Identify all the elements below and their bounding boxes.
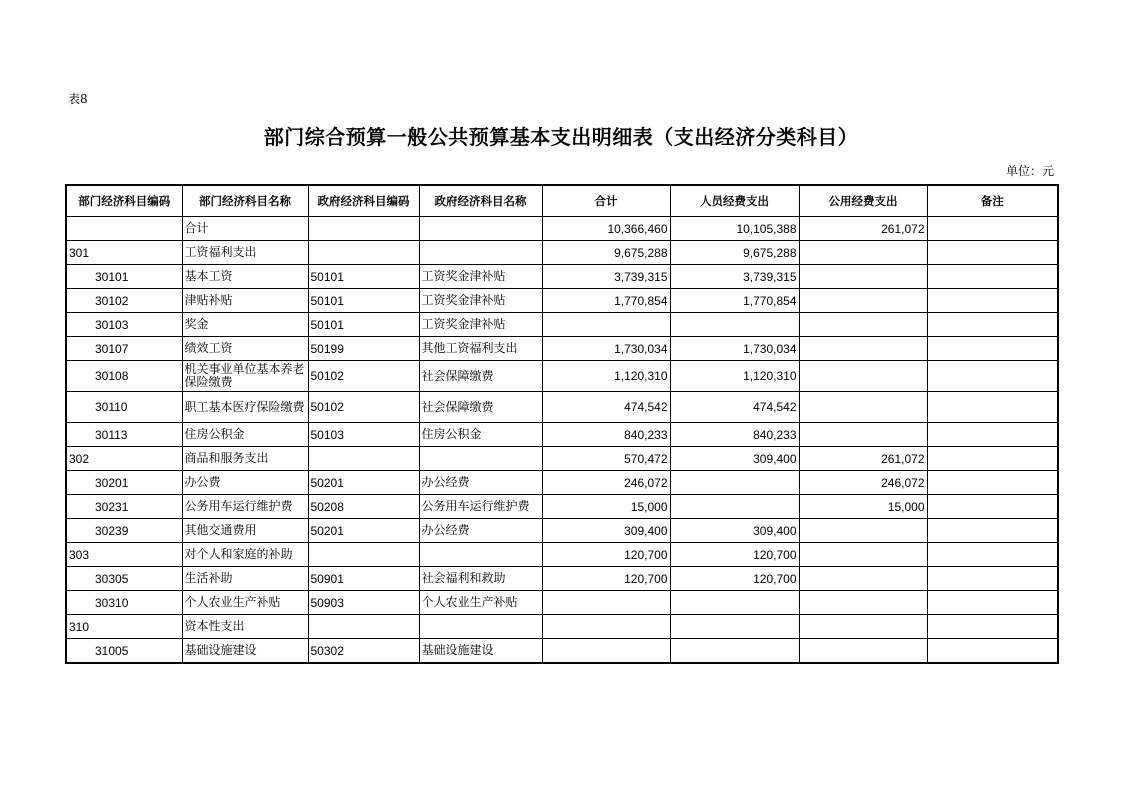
remark-cell (927, 423, 1058, 447)
public-cell (799, 519, 927, 543)
gov-name-cell: 公务用车运行维护费 (419, 495, 542, 519)
table-body (66, 217, 1058, 664)
remark-cell (927, 265, 1058, 289)
gov-code-cell: 50302 (308, 639, 419, 664)
dept-name-cell: 个人农业生产补贴 (182, 591, 308, 615)
remark-cell (927, 361, 1058, 392)
expenditure-table (65, 184, 1059, 664)
remark-cell (927, 519, 1058, 543)
personnel-cell (670, 591, 799, 615)
remark-cell (927, 471, 1058, 495)
table-row (66, 241, 1058, 265)
dept-code-cell: 310 (66, 615, 182, 639)
table-row (66, 639, 1058, 664)
page-title: 部门综合预算一般公共预算基本支出明细表（支出经济分类科目） (263, 125, 859, 149)
header-gov-name: 政府经济科目名称 (419, 185, 542, 217)
dept-code-cell: 30101 (66, 265, 182, 289)
personnel-cell (670, 615, 799, 639)
dept-code-cell (66, 217, 182, 241)
remark-cell (927, 591, 1058, 615)
remark-cell (927, 289, 1058, 313)
table-row (66, 591, 1058, 615)
total-cell: 1,770,854 (542, 289, 670, 313)
public-cell: 261,072 (799, 447, 927, 471)
dept-name-cell: 职工基本医疗保险缴费 (182, 392, 308, 423)
dept-code-cell: 30113 (66, 423, 182, 447)
public-cell (799, 241, 927, 265)
remark-cell (927, 313, 1058, 337)
remark-cell (927, 567, 1058, 591)
total-cell: 3,739,315 (542, 265, 670, 289)
public-cell (799, 265, 927, 289)
gov-code-cell: 50102 (308, 361, 419, 392)
unit-label: 单位：元 (1005, 164, 1054, 178)
total-cell: 10,366,460 (542, 217, 670, 241)
header-total: 合计 (542, 185, 670, 217)
total-cell (542, 615, 670, 639)
table-row (66, 392, 1058, 423)
gov-code-cell (308, 241, 419, 265)
gov-name-cell: 办公经费 (419, 519, 542, 543)
table-row (66, 265, 1058, 289)
gov-name-cell: 其他工资福利支出 (419, 337, 542, 361)
gov-name-cell: 工资奖金津补贴 (419, 313, 542, 337)
remark-cell (927, 615, 1058, 639)
remark-cell (927, 543, 1058, 567)
gov-name-cell: 社会保障缴费 (419, 392, 542, 423)
table-row (66, 543, 1058, 567)
gov-name-cell: 住房公积金 (419, 423, 542, 447)
gov-code-cell: 50901 (308, 567, 419, 591)
public-cell (799, 615, 927, 639)
dept-name-cell: 基本工资 (182, 265, 308, 289)
gov-code-cell: 50103 (308, 423, 419, 447)
gov-name-cell: 社会福利和救助 (419, 567, 542, 591)
header-public: 公用经费支出 (799, 185, 927, 217)
table-row (66, 361, 1058, 392)
total-cell: 246,072 (542, 471, 670, 495)
gov-name-cell (419, 447, 542, 471)
gov-code-cell: 50102 (308, 392, 419, 423)
table-row (66, 495, 1058, 519)
dept-code-cell: 30102 (66, 289, 182, 313)
dept-name-cell: 奖金 (182, 313, 308, 337)
remark-cell (927, 639, 1058, 664)
total-cell: 120,700 (542, 543, 670, 567)
header-dept-code: 部门经济科目编码 (66, 185, 182, 217)
gov-code-cell (308, 615, 419, 639)
public-cell (799, 591, 927, 615)
gov-code-cell: 50101 (308, 289, 419, 313)
table-row (66, 471, 1058, 495)
dept-name-cell: 合计 (182, 217, 308, 241)
gov-name-cell (419, 615, 542, 639)
total-cell (542, 639, 670, 664)
total-cell: 474,542 (542, 392, 670, 423)
gov-name-cell: 工资奖金津补贴 (419, 265, 542, 289)
gov-name-cell: 个人农业生产补贴 (419, 591, 542, 615)
table-row (66, 313, 1058, 337)
remark-cell (927, 217, 1058, 241)
gov-name-cell: 基础设施建设 (419, 639, 542, 664)
table-row (66, 519, 1058, 543)
public-cell (799, 289, 927, 313)
public-cell (799, 423, 927, 447)
total-cell: 120,700 (542, 567, 670, 591)
total-cell: 15,000 (542, 495, 670, 519)
table-label: 表8 (68, 92, 88, 106)
personnel-cell (670, 471, 799, 495)
dept-name-cell: 工资福利支出 (182, 241, 308, 265)
dept-code-cell: 30305 (66, 567, 182, 591)
table-row (66, 337, 1058, 361)
gov-code-cell: 50903 (308, 591, 419, 615)
public-cell (799, 313, 927, 337)
gov-code-cell: 50201 (308, 519, 419, 543)
table-row (66, 447, 1058, 471)
dept-name-cell: 其他交通费用 (182, 519, 308, 543)
public-cell: 246,072 (799, 471, 927, 495)
gov-name-cell: 办公经费 (419, 471, 542, 495)
personnel-cell (670, 639, 799, 664)
total-cell: 570,472 (542, 447, 670, 471)
remark-cell (927, 392, 1058, 423)
total-cell: 9,675,288 (542, 241, 670, 265)
gov-code-cell: 50101 (308, 265, 419, 289)
table-row (66, 217, 1058, 241)
remark-cell (927, 447, 1058, 471)
public-cell (799, 543, 927, 567)
dept-code-cell: 302 (66, 447, 182, 471)
dept-name-cell: 资本性支出 (182, 615, 308, 639)
remark-cell (927, 241, 1058, 265)
public-cell (799, 567, 927, 591)
personnel-cell: 3,739,315 (670, 265, 799, 289)
dept-code-cell: 30231 (66, 495, 182, 519)
dept-code-cell: 30310 (66, 591, 182, 615)
gov-name-cell (419, 543, 542, 567)
dept-code-cell: 30103 (66, 313, 182, 337)
total-cell: 1,730,034 (542, 337, 670, 361)
total-cell: 840,233 (542, 423, 670, 447)
personnel-cell: 120,700 (670, 543, 799, 567)
personnel-cell: 1,730,034 (670, 337, 799, 361)
dept-code-cell: 30108 (66, 361, 182, 392)
dept-name-cell: 津贴补贴 (182, 289, 308, 313)
dept-code-cell: 31005 (66, 639, 182, 664)
total-cell (542, 591, 670, 615)
dept-code-cell: 303 (66, 543, 182, 567)
dept-code-cell: 30110 (66, 392, 182, 423)
total-cell: 1,120,310 (542, 361, 670, 392)
dept-name-cell: 公务用车运行维护费 (182, 495, 308, 519)
gov-code-cell: 50208 (308, 495, 419, 519)
dept-name-cell: 基础设施建设 (182, 639, 308, 664)
dept-code-cell: 301 (66, 241, 182, 265)
dept-name-cell: 商品和服务支出 (182, 447, 308, 471)
dept-code-cell: 30107 (66, 337, 182, 361)
gov-code-cell: 50201 (308, 471, 419, 495)
personnel-cell: 120,700 (670, 567, 799, 591)
personnel-cell: 474,542 (670, 392, 799, 423)
header-remark: 备注 (927, 185, 1058, 217)
dept-name-cell: 住房公积金 (182, 423, 308, 447)
dept-code-cell: 30201 (66, 471, 182, 495)
gov-code-cell (308, 543, 419, 567)
personnel-cell (670, 495, 799, 519)
personnel-cell (670, 313, 799, 337)
table-row (66, 289, 1058, 313)
dept-name-cell: 办公费 (182, 471, 308, 495)
gov-name-cell (419, 241, 542, 265)
total-cell (542, 313, 670, 337)
dept-name-cell: 机关事业单位基本养老保险缴费 (182, 361, 308, 392)
table-row (66, 423, 1058, 447)
public-cell: 261,072 (799, 217, 927, 241)
personnel-cell: 1,770,854 (670, 289, 799, 313)
header-gov-code: 政府经济科目编码 (308, 185, 419, 217)
dept-name-cell: 对个人和家庭的补助 (182, 543, 308, 567)
table-row (66, 567, 1058, 591)
personnel-cell: 1,120,310 (670, 361, 799, 392)
personnel-cell: 10,105,388 (670, 217, 799, 241)
gov-code-cell (308, 217, 419, 241)
header-row (66, 185, 1058, 217)
personnel-cell: 309,400 (670, 447, 799, 471)
gov-code-cell: 50199 (308, 337, 419, 361)
header-dept-name: 部门经济科目名称 (182, 185, 308, 217)
personnel-cell: 9,675,288 (670, 241, 799, 265)
gov-code-cell (308, 447, 419, 471)
remark-cell (927, 495, 1058, 519)
total-cell: 309,400 (542, 519, 670, 543)
personnel-cell: 309,400 (670, 519, 799, 543)
public-cell (799, 639, 927, 664)
gov-code-cell: 50101 (308, 313, 419, 337)
personnel-cell: 840,233 (670, 423, 799, 447)
public-cell (799, 361, 927, 392)
gov-name-cell (419, 217, 542, 241)
table-row (66, 615, 1058, 639)
remark-cell (927, 337, 1058, 361)
public-cell: 15,000 (799, 495, 927, 519)
header-personnel: 人员经费支出 (670, 185, 799, 217)
dept-name-cell: 生活补助 (182, 567, 308, 591)
gov-name-cell: 工资奖金津补贴 (419, 289, 542, 313)
dept-name-cell: 绩效工资 (182, 337, 308, 361)
dept-code-cell: 30239 (66, 519, 182, 543)
public-cell (799, 392, 927, 423)
public-cell (799, 337, 927, 361)
gov-name-cell: 社会保障缴费 (419, 361, 542, 392)
